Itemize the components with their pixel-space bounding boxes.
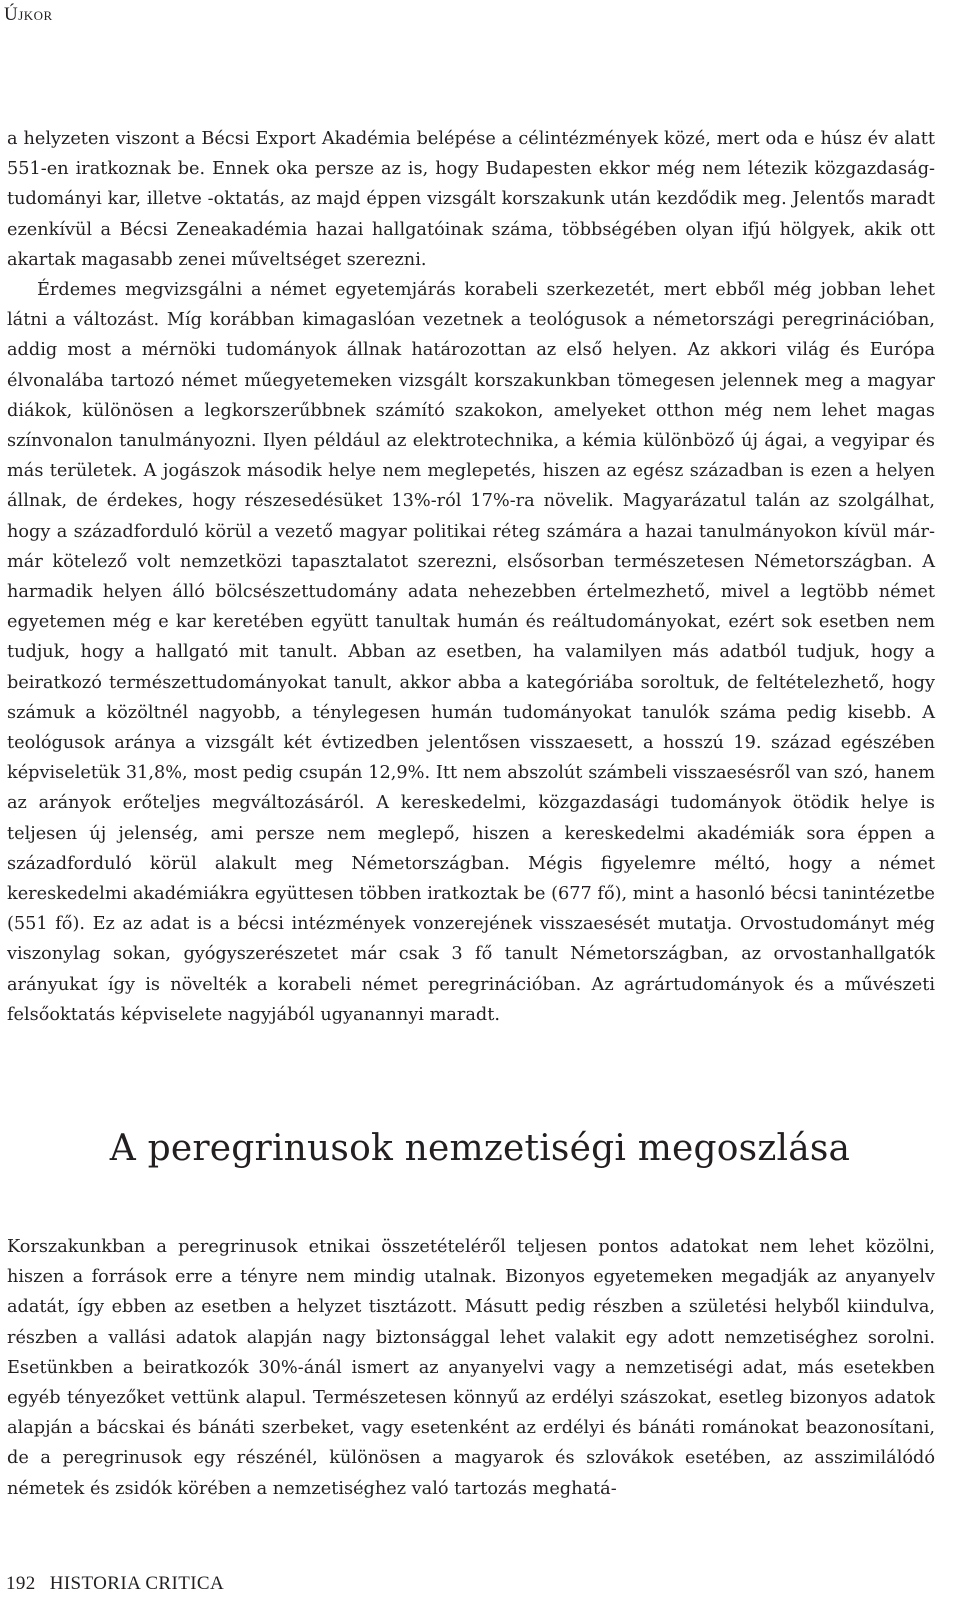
paragraph: Érdemes megvizsgálni a német egyetemjárás korabeli szerkezetét, mert ebből még jobban lehet látni a változást. Míg korábban kimagaslóan vezetnek a teológusok a németországi peregrinációban, addig most a mérnöki tudományok állnak határozottan az első helyen. Az akkori világ és Európa élvonalába tartozó német műegyetemeken vizsgált korszakunkban tömegesen jelennek meg a magyar diákok, különösen a legkorszerűbbnek számító szakokon, amelyeket otthon még nem lehet magas színvonalon tanulmányozni. Ilyen például az elektrotechnika, a kémia különböző új ágai, a vegyipar és más területek. A jogászok második helye nem meglepetés, hiszen az egész században is ezen a helyen állnak, de érdekes, hogy részesedésüket 13%-ról 17%-ra növelik. Magyarázatul talán az szolgálhat, hogy a századforduló körül a vezető magyar politikai réteg számára a hazai tanulmányokon kívül már-már kötelező volt nemzetközi tapasztalatot szerezni, elsősorban természetesen Németországban. A harmadik helyen álló bölcsészettudomány adata nehezebben értelmezhető, mivel a legtöbb német egyetemen még e kar keretében együtt tanultak humán és reáltudományokat, ezért sok esetben nem tudjuk, hogy a hallgató mit tanult. Abban az esetben, ha valamilyen más adatból tudjuk, hogy a beiratkozó természettudományokat tanult, akkor abba a kategóriába soroltuk, de feltételezhető, hogy számuk a közöltnél nagyobb, a ténylegesen humán tudományokat tanulók száma pedig kisebb. A teológusok aránya a vizsgált két évtizedben jelentősen visszaesett, a hosszú 19. század egészében képviseletük 31,8%, most pedig csupán 12,9%. Itt nem abszolút számbeli visszaesésről van szó, hanem az arányok erőteljes megváltozásáról. A kereskedelmi, közgazdasági tudományok ötödik helye is teljesen új jelenség, ami persze nem meglepő, hiszen a kereskedelmi akadémiák sora éppen a századforduló körül alakult meg Németországban. Mégis figyelemre méltó, hogy a német kereskedelmi akadémiákra együttesen többen iratkoztak be (677 fő), mint a hasonló bécsi tanintézetbe (551 fő). Ez az adat is a bécsi intézmények vonzerejének visszaesését mutatja. Orvostudományt még viszonylag sokan, gyógyszerészetet már csak 3 fő tanult Németországban, az orvostanhallgatók arányukat így is növelték a korabeli német peregrinációban. Az agrártudományok és a művészeti felsőoktatás képviselete nagyjából ugyanannyi maradt. xyxy=(7,280,935,1025)
section-one-body xyxy=(7,124,935,1030)
paragraph: a helyzeten viszont a Bécsi Export Akadémia belépése a célintézmények közé, mert oda e húsz év alatt 551-en iratkoznak be. Ennek oka persze az is, hogy Budapesten ekkor még nem létezik közgazdaság-tudományi kar, illetve -oktatás, az majd éppen vizsgált korszakunk után kezdődik meg. Jelentős maradt ezenkívül a Bécsi Zeneakadémia hazai hallgatóinak száma, többségében olyan ifjú hölgyek, akik ott akartak magasabb zenei műveltséget szerezni. xyxy=(7,129,935,270)
page-number: 192 xyxy=(6,1573,36,1594)
running-head xyxy=(4,4,53,26)
journal-title: HISTORIA CRITICA xyxy=(49,1573,225,1594)
section-two-body xyxy=(7,1232,935,1504)
section-heading: A peregrinusok nemzetiségi megoszlása xyxy=(109,1128,851,1169)
running-head-text: Újkor xyxy=(4,4,53,25)
page-footer xyxy=(6,1573,224,1595)
paragraph: Korszakunkban a peregrinusok etnikai összetételéről teljesen pontos adatokat nem lehet közölni, hiszen a források erre a tényre nem mindig utalnak. Bizonyos egyetemeken megadják az anyanyelv adatát, így ebben az esetben a helyzet tisztázott. Másutt pedig részben a születési helyből kiindulva, részben a vallási adatok alapján nagy biztonsággal lehet valakit egy adott nemzetiséghez sorolni. Esetünkben a beiratkozók 30%-ánál ismert az anyanyelvi vagy a nemzetiségi adat, más esetekben egyéb tényezőket vettünk alapul. Természetesen könnyű az erdélyi szászokat, esetleg bizonyos adatok alapján a bácskai és bánáti szerbeket, vagy esetenként az erdélyi és bánáti románokat beazonosítani, de a peregrinusok egy részénél, különösen a magyarok és szlovákok esetében, az asszimilálódó németek és zsidók körében a nemzetiséghez való tartozás meghatá- xyxy=(7,1237,935,1499)
